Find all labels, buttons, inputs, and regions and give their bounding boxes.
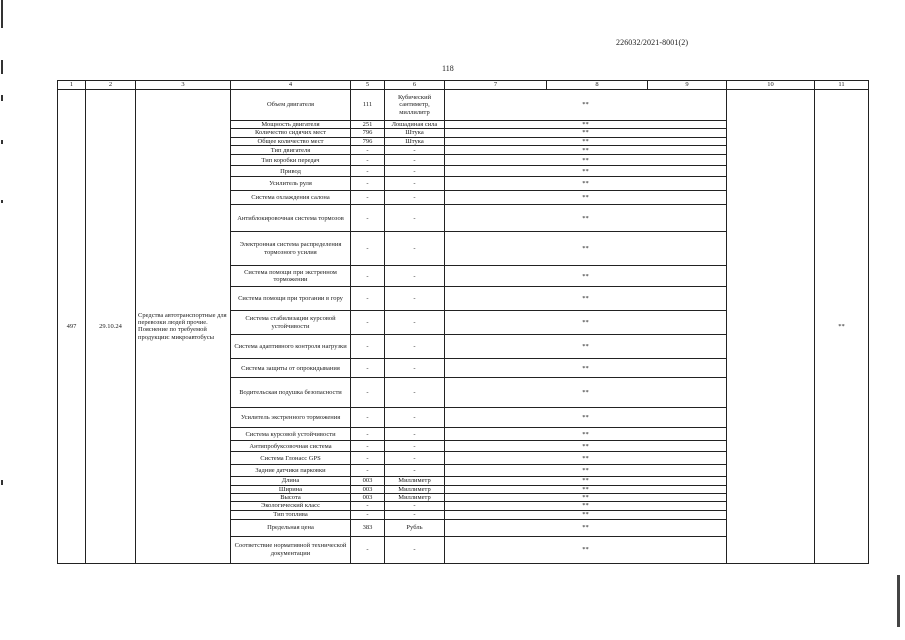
- specification-table: [57, 80, 869, 564]
- characteristic-name-cell: Система стабилизации курсовой устойчивости: [231, 311, 351, 335]
- characteristic-name-cell: Ширина: [231, 485, 351, 493]
- requirement-mark-cell: **: [445, 287, 727, 311]
- characteristic-name-cell: Система помощи при экстренном торможении: [231, 266, 351, 287]
- requirement-mark-cell: **: [445, 205, 727, 232]
- column-number: 6: [385, 81, 445, 90]
- characteristic-value-cell: 796: [351, 129, 385, 137]
- characteristic-value-cell: -: [351, 166, 385, 177]
- column-number: 4: [231, 81, 351, 90]
- requirement-mark-cell: **: [445, 378, 727, 408]
- characteristic-name-cell: Система помощи при трогании в гору: [231, 287, 351, 311]
- characteristic-name-cell: Соответствие нормативной технической документации: [231, 536, 351, 563]
- characteristic-name-cell: Система охлаждения салона: [231, 191, 351, 205]
- requirement-mark-cell: **: [445, 335, 727, 359]
- characteristic-name-cell: Усилитель руля: [231, 177, 351, 191]
- unit-cell: -: [385, 205, 445, 232]
- characteristic-name-cell: Длина: [231, 477, 351, 485]
- characteristic-value-cell: -: [351, 146, 385, 155]
- requirement-mark-cell: **: [445, 408, 727, 428]
- unit-cell: -: [385, 502, 445, 510]
- column-number: 7: [445, 81, 547, 90]
- characteristic-name-cell: Экологический класс: [231, 502, 351, 510]
- characteristic-name-cell: Тип двигателя: [231, 146, 351, 155]
- okpd-code-cell: 29.10.24: [86, 90, 136, 564]
- characteristic-value-cell: -: [351, 266, 385, 287]
- requirement-mark-cell: **: [445, 510, 727, 519]
- unit-cell: -: [385, 155, 445, 166]
- unit-cell: Миллиметр: [385, 485, 445, 493]
- column-number-row: [58, 81, 869, 90]
- column-10-cell: [727, 90, 815, 564]
- requirement-mark-cell: **: [445, 452, 727, 465]
- requirement-mark-cell: **: [445, 311, 727, 335]
- characteristic-value-cell: -: [351, 536, 385, 563]
- requirement-mark-cell: **: [445, 266, 727, 287]
- right-edge-scan-mark: [897, 575, 900, 627]
- column-11-mark-cell: **: [815, 90, 869, 564]
- characteristic-name-cell: Привод: [231, 166, 351, 177]
- requirement-mark-cell: **: [445, 485, 727, 493]
- characteristic-name-cell: Тип коробки передач: [231, 155, 351, 166]
- unit-cell: -: [385, 311, 445, 335]
- requirement-mark-cell: **: [445, 137, 727, 145]
- characteristic-value-cell: -: [351, 335, 385, 359]
- row-number-cell: 497: [58, 90, 86, 564]
- characteristic-name-cell: Антипробуксовочная система: [231, 441, 351, 452]
- unit-cell: Штука: [385, 137, 445, 145]
- characteristic-name-cell: Водительская подушка безопасности: [231, 378, 351, 408]
- characteristic-name-cell: Система защиты от опрокидывания: [231, 359, 351, 378]
- unit-cell: -: [385, 378, 445, 408]
- unit-cell: -: [385, 146, 445, 155]
- characteristic-value-cell: 111: [351, 90, 385, 121]
- unit-cell: Штука: [385, 129, 445, 137]
- requirement-mark-cell: **: [445, 90, 727, 121]
- characteristic-value-cell: -: [351, 465, 385, 477]
- characteristic-value-cell: -: [351, 452, 385, 465]
- requirement-mark-cell: **: [445, 494, 727, 502]
- unit-cell: -: [385, 428, 445, 441]
- unit-cell: -: [385, 177, 445, 191]
- characteristic-value-cell: -: [351, 510, 385, 519]
- unit-cell: -: [385, 232, 445, 266]
- characteristic-value-cell: -: [351, 441, 385, 452]
- characteristic-name-cell: Предельная цена: [231, 519, 351, 536]
- characteristic-value-cell: 251: [351, 121, 385, 129]
- column-number: 1: [58, 81, 86, 90]
- column-number: 8: [547, 81, 648, 90]
- requirement-mark-cell: **: [445, 232, 727, 266]
- requirement-mark-cell: **: [445, 359, 727, 378]
- requirement-mark-cell: **: [445, 441, 727, 452]
- characteristic-value-cell: -: [351, 502, 385, 510]
- unit-cell: -: [385, 359, 445, 378]
- unit-cell: -: [385, 287, 445, 311]
- requirement-mark-cell: **: [445, 121, 727, 129]
- requirement-mark-cell: **: [445, 146, 727, 155]
- requirement-mark-cell: **: [445, 177, 727, 191]
- characteristic-name-cell: Система курсовой устойчивости: [231, 428, 351, 441]
- characteristic-name-cell: Электронная система распределения тормозного усилия: [231, 232, 351, 266]
- characteristic-name-cell: Высота: [231, 494, 351, 502]
- characteristic-value-cell: 796: [351, 137, 385, 145]
- requirement-mark-cell: **: [445, 191, 727, 205]
- unit-cell: -: [385, 266, 445, 287]
- characteristic-value-cell: 003: [351, 477, 385, 485]
- requirement-mark-cell: **: [445, 155, 727, 166]
- unit-cell: Лошадиная сила: [385, 121, 445, 129]
- requirement-mark-cell: **: [445, 536, 727, 563]
- characteristic-value-cell: 383: [351, 519, 385, 536]
- requirement-mark-cell: **: [445, 477, 727, 485]
- characteristic-name-cell: Система адаптивного контроля нагрузки: [231, 335, 351, 359]
- document-id: 226032/2021-8001(2): [616, 38, 689, 47]
- requirement-mark-cell: **: [445, 502, 727, 510]
- requirement-mark-cell: **: [445, 519, 727, 536]
- characteristic-name-cell: Мощность двигателя: [231, 121, 351, 129]
- characteristic-name-cell: Задние датчики парковки: [231, 465, 351, 477]
- characteristic-value-cell: -: [351, 155, 385, 166]
- unit-cell: -: [385, 452, 445, 465]
- column-number: 11: [815, 81, 869, 90]
- characteristic-value-cell: -: [351, 191, 385, 205]
- characteristic-value-cell: -: [351, 205, 385, 232]
- left-edge-scan-mark: [0, 0, 5, 640]
- column-number: 2: [86, 81, 136, 90]
- characteristic-name-cell: Объем двигателя: [231, 90, 351, 121]
- requirement-mark-cell: **: [445, 465, 727, 477]
- characteristic-name-cell: Система Глонасс GPS: [231, 452, 351, 465]
- characteristic-value-cell: -: [351, 428, 385, 441]
- unit-cell: -: [385, 166, 445, 177]
- product-description-cell: Средства автотранспортные для перевозки людей прочие. Пояснение по требуемой продукции: микроавтобусы: [136, 90, 231, 564]
- characteristic-name-cell: Усилитель экстренного торможения: [231, 408, 351, 428]
- unit-cell: -: [385, 408, 445, 428]
- characteristic-name-cell: Общее количество мест: [231, 137, 351, 145]
- unit-cell: Рубль: [385, 519, 445, 536]
- characteristic-value-cell: -: [351, 177, 385, 191]
- unit-cell: Кубический сантиметр, миллилитр: [385, 90, 445, 121]
- unit-cell: -: [385, 536, 445, 563]
- unit-cell: -: [385, 335, 445, 359]
- requirement-mark-cell: **: [445, 129, 727, 137]
- characteristic-name-cell: Антиблокировочная система тормозов: [231, 205, 351, 232]
- table-row: [58, 90, 869, 121]
- column-number: 10: [727, 81, 815, 90]
- characteristic-value-cell: -: [351, 311, 385, 335]
- characteristic-value-cell: -: [351, 287, 385, 311]
- characteristic-value-cell: -: [351, 232, 385, 266]
- column-number: 3: [136, 81, 231, 90]
- unit-cell: -: [385, 510, 445, 519]
- page-number: 118: [442, 64, 454, 73]
- requirement-mark-cell: **: [445, 428, 727, 441]
- characteristic-value-cell: -: [351, 378, 385, 408]
- column-number: 9: [648, 81, 727, 90]
- characteristic-value-cell: 003: [351, 494, 385, 502]
- characteristic-name-cell: Количество сидячих мест: [231, 129, 351, 137]
- characteristic-value-cell: 003: [351, 485, 385, 493]
- unit-cell: Миллиметр: [385, 494, 445, 502]
- characteristic-name-cell: Тип топлива: [231, 510, 351, 519]
- column-number: 5: [351, 81, 385, 90]
- characteristic-value-cell: -: [351, 408, 385, 428]
- characteristic-value-cell: -: [351, 359, 385, 378]
- unit-cell: -: [385, 441, 445, 452]
- unit-cell: -: [385, 191, 445, 205]
- requirement-mark-cell: **: [445, 166, 727, 177]
- unit-cell: Миллиметр: [385, 477, 445, 485]
- unit-cell: -: [385, 465, 445, 477]
